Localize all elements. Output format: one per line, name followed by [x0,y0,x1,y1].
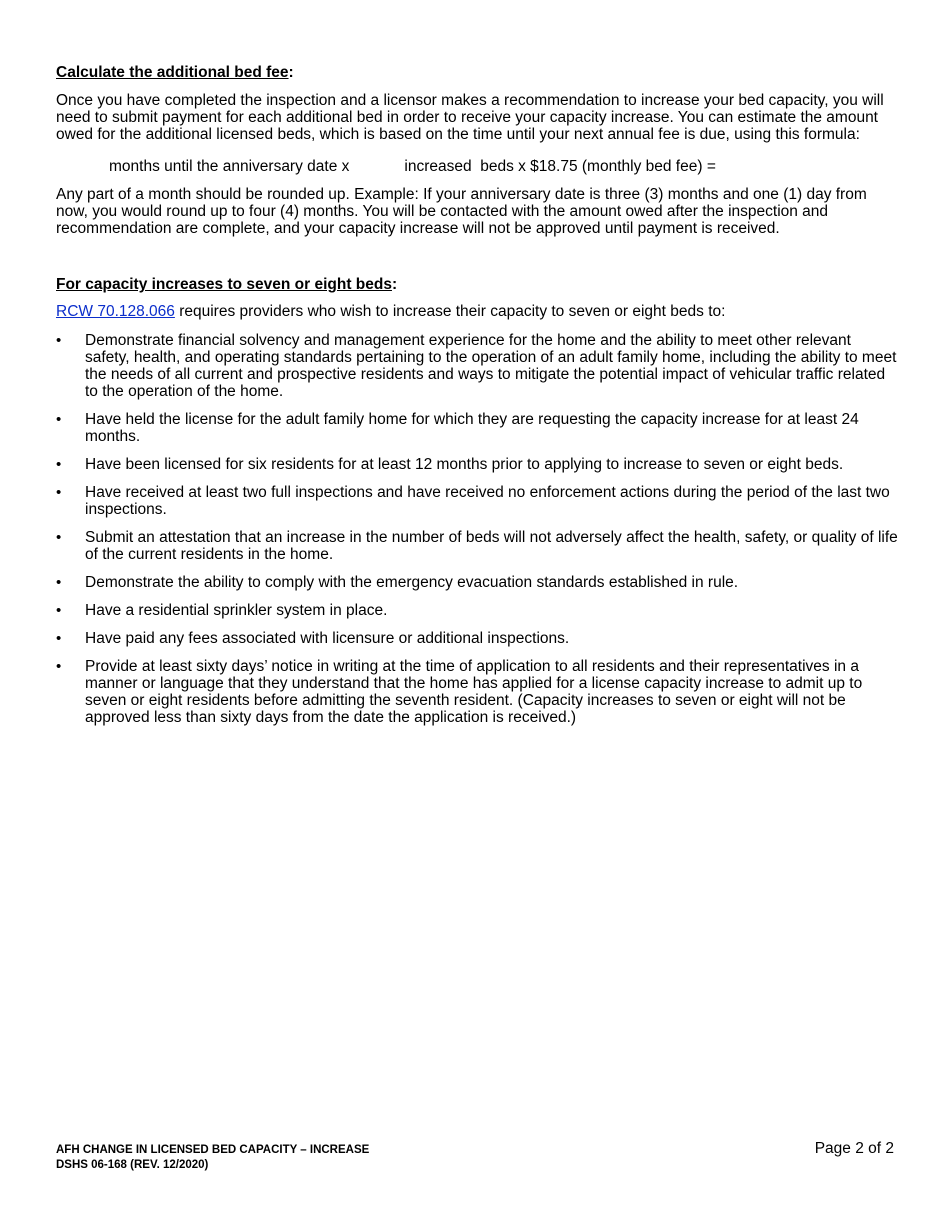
bullet-icon: • [56,529,62,546]
list-item [56,658,898,726]
bed-fee-intro: Once you have completed the inspection and a licensor makes a recommendation to increase your bed capacity, you will need to submit payment for each additional bed in order to receive your capacity increase. You can estimate the amount owed for the additional licensed beds, which is based on the time until your next annual fee is due, using this formula: [56,92,884,143]
requirements-list [56,332,898,737]
list-item-text: Submit an attestation that an increase in the number of beds will not adversely affect the health, safety, or quality of life of the current residents in the home. [85,529,898,563]
list-item-text: Have held the license for the adult family home for which they are requesting the capacity increase for at least 24 months. [85,411,859,445]
bullet-icon: • [56,411,62,428]
list-item [56,411,898,445]
bullet-icon: • [56,658,62,675]
formula-months: months until the anniversary date x [109,158,350,175]
list-item-text: Have been licensed for six residents for at least 12 months prior to applying to increase to seven or eight beds. [85,456,844,473]
bullet-icon: • [56,484,62,501]
bullet-icon: • [56,574,62,591]
form-footer [56,1143,369,1173]
formula-beds: increased beds x $18.75 (monthly bed fee) = [404,158,716,175]
rcw-paragraph [56,303,898,320]
rcw-link[interactable]: RCW 70.128.066 [56,303,175,320]
bed-fee-heading [56,64,294,81]
rcw-text: requires providers who wish to increase their capacity to seven or eight beds to: [174,303,726,320]
bed-fee-heading-colon: : [288,64,294,81]
bullet-icon: • [56,602,62,619]
list-item-text: Provide at least sixty days’ notice in writing at the time of application to all residents and their representatives in a manner or language that they understand that the home has applied for a license capacity increase to admit up to seven or eight residents before admitting the seventh resident. (Capacity increases to seven or eight will not be approved less than sixty days from the date the application is received.) [85,658,863,726]
capacity-heading-colon: : [391,276,398,293]
list-item [56,484,898,518]
list-item [56,630,898,647]
list-item [56,456,898,473]
bed-fee-formula [56,158,716,175]
list-item-text: Have received at least two full inspections and have received no enforcement actions during the period of the last two inspections. [85,484,890,518]
form-title: AFH CHANGE IN LICENSED BED CAPACITY – INCREASE [56,1144,370,1156]
form-number: DSHS 06-168 (REV. 12/2020) [56,1159,209,1171]
capacity-heading [56,276,397,293]
list-item-text: Demonstrate financial solvency and management experience for the home and the ability to meet other relevant safety, health, and operating standards pertaining to the operation of an adult family home, including the ability to meet the needs of all current and prospective residents and ways to mitigate the potential impact of vehicular traffic related to the operation of the home. [85,332,897,400]
bullet-icon: • [56,456,62,473]
capacity-heading-text: For capacity increases to seven or eight beds [56,276,392,293]
list-item [56,332,898,400]
list-item [56,574,898,591]
list-item [56,602,898,619]
list-item [56,529,898,563]
list-item-text: Demonstrate the ability to comply with the emergency evacuation standards established in rule. [85,574,739,591]
rounding-note: Any part of a month should be rounded up. Example: If your anniversary date is three (3) months and one (1) day from now, you would round up to four (4) months. You will be contacted with the amount owed after the inspection and recommendation are complete, and your capacity increase will not be approved until payment is received. [56,186,867,237]
bullet-icon: • [56,332,62,349]
bullet-icon: • [56,630,62,647]
list-item-text: Have paid any fees associated with licensure or additional inspections. [85,630,570,647]
bed-fee-heading-text: Calculate the additional bed fee [56,64,289,81]
list-item-text: Have a residential sprinkler system in place. [85,602,388,619]
page-number: Page 2 of 2 [814,1140,894,1157]
